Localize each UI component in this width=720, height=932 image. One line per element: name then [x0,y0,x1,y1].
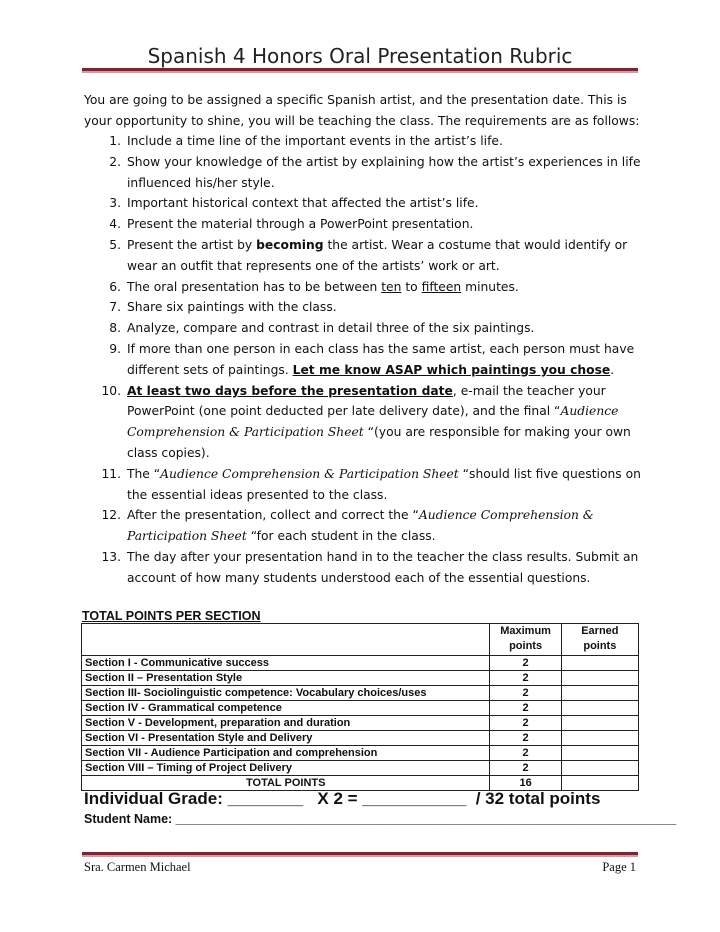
requirement-item [84,297,644,318]
earned-points-cell[interactable] [561,731,638,746]
header-max-points: Maximum points [490,624,561,656]
requirement-number: 4. [109,217,121,232]
requirement-text: If more than one person in each class has the same artist, each person must have different sets of paintings. [127,341,635,377]
requirement-text: “for each student in the class. [246,529,436,544]
earned-points-cell[interactable] [561,761,638,776]
max-points: 2 [490,656,561,671]
requirement-number: 10. [101,383,121,398]
header-rule [82,68,638,71]
requirement-number: 9. [109,341,121,356]
points-table [81,623,639,791]
table-row [82,731,639,746]
intro-paragraph: You are going to be assigned a specific Spanish artist, and the presentation date. This is your opportunity to shine, you will be teaching the class. The requirements are as follows: [84,93,640,128]
header-blank-cell [82,624,490,656]
requirement-text: Present the artist by [127,237,257,252]
requirements-list [84,131,644,589]
requirement-item [84,381,644,464]
total-max-points: 16 [490,776,561,791]
requirement-text: Important historical context that affected the artist’s life. [127,196,479,211]
total-label: TOTAL POINTS [82,776,490,791]
requirement-number: 2. [109,154,121,169]
requirement-item [84,464,644,506]
requirement-text: Audience Comprehension & Participation Sheet [127,404,619,440]
footer-rule [82,852,638,855]
requirement-number: 12. [101,508,121,523]
requirement-text: Show your knowledge of the artist by explaining how the artist’s experiences in life influenced his/her style. [127,154,641,190]
requirement-text: The oral presentation has to be between [127,279,382,294]
requirement-number: 6. [109,279,121,294]
individual-grade-line: Individual Grade: ________ X 2 = ___________ / 32 total points [84,789,601,808]
table-row [82,701,639,716]
section-name: Section VII - Audience Participation and comprehension [82,746,490,761]
requirement-text: Let me know ASAP which paintings you chose [292,362,611,377]
requirement-item [84,131,644,152]
footer-page-number: Page 1 [602,860,636,874]
requirement-item [84,214,644,235]
requirement-number: 5. [109,237,121,252]
earned-points-cell[interactable] [561,746,638,761]
requirement-text: Analyze, compare and contrast in detail three of the six paintings. [127,321,535,336]
requirement-text: fifteen [421,279,462,294]
footer-author: Sra. Carmen Michael [84,860,191,874]
max-points: 2 [490,761,561,776]
requirement-item [84,547,644,589]
document-title: Spanish 4 Honors Oral Presentation Rubric [147,44,573,68]
student-name-line: Student Name: ________________________________________________________________________ [84,812,677,826]
requirement-number: 7. [109,300,121,315]
section-name: Section II – Presentation Style [82,671,490,686]
requirement-text: ten [381,279,402,294]
requirement-text: Share six paintings with the class. [127,300,337,315]
section-name: Section IV - Grammatical competence [82,701,490,716]
max-points: 2 [490,701,561,716]
requirement-item [84,277,644,298]
requirement-text: The day after your presentation hand in to the teacher the class results. Submit an account of how many students understood each of the essential questions. [127,549,639,585]
earned-points-cell[interactable] [561,686,638,701]
requirement-number: 11. [101,466,121,481]
table-header-row [82,624,639,656]
requirement-item [84,193,644,214]
section-name: Section III- Sociolinguistic competence: Vocabulary choices/uses [82,686,490,701]
requirement-text: to [401,279,422,294]
max-points: 2 [490,686,561,701]
requirement-text: After the presentation, collect and correct the “ [127,508,419,523]
earned-points-cell[interactable] [561,656,638,671]
requirement-item [84,339,644,381]
points-heading: TOTAL POINTS PER SECTION [82,609,261,623]
table-row [82,671,639,686]
table-row [82,716,639,731]
table-row [82,746,639,761]
requirement-number: 3. [109,196,121,211]
section-name: Section I - Communicative success [82,656,490,671]
requirement-item [84,318,644,339]
requirement-text: “(you are responsible for making your own class copies). [127,425,631,460]
max-points: 2 [490,731,561,746]
section-name: Section V - Development, preparation and duration [82,716,490,731]
requirement-number: 8. [109,321,121,336]
requirement-item [84,235,644,277]
requirement-text: the artist. Wear a costume that would identify or wear an outfit that represents one of the artists’ work or art. [127,237,628,273]
max-points: 2 [490,716,561,731]
requirement-text: The “ [127,466,161,481]
requirement-text: “should list five questions on the essential ideas presented to the class. [127,466,641,502]
requirement-text: Include a time line of the important events in the artist’s life. [127,134,503,148]
earned-points-cell[interactable] [561,671,638,686]
section-name: Section VI - Presentation Style and Delivery [82,731,490,746]
table-row [82,761,639,776]
requirement-item [84,152,644,194]
table-row [82,656,639,671]
requirement-text: minutes. [461,279,519,294]
requirement-text: Present the material through a PowerPoint presentation. [127,217,474,232]
requirement-number: 13. [101,549,121,564]
max-points: 2 [490,746,561,761]
requirement-text: , e-mail the teacher your PowerPoint (one point deducted per late delivery date), and the final “ [127,383,606,419]
max-points: 2 [490,671,561,686]
requirement-text: At least two days before the presentation date [127,383,453,398]
requirement-text: becoming [256,237,324,252]
section-name: Section VIII – Timing of Project Delivery [82,761,490,776]
requirement-number: 1. [109,134,121,148]
earned-points-cell[interactable] [561,701,638,716]
earned-points-cell[interactable] [561,716,638,731]
requirement-text: Audience Comprehension & Participation Sheet [127,508,594,544]
requirement-item [84,505,644,547]
table-row [82,686,639,701]
requirement-text: . [610,362,615,377]
requirement-text: Audience Comprehension & Participation Sheet [160,466,459,481]
header-earned-points: Earned points [561,624,638,656]
